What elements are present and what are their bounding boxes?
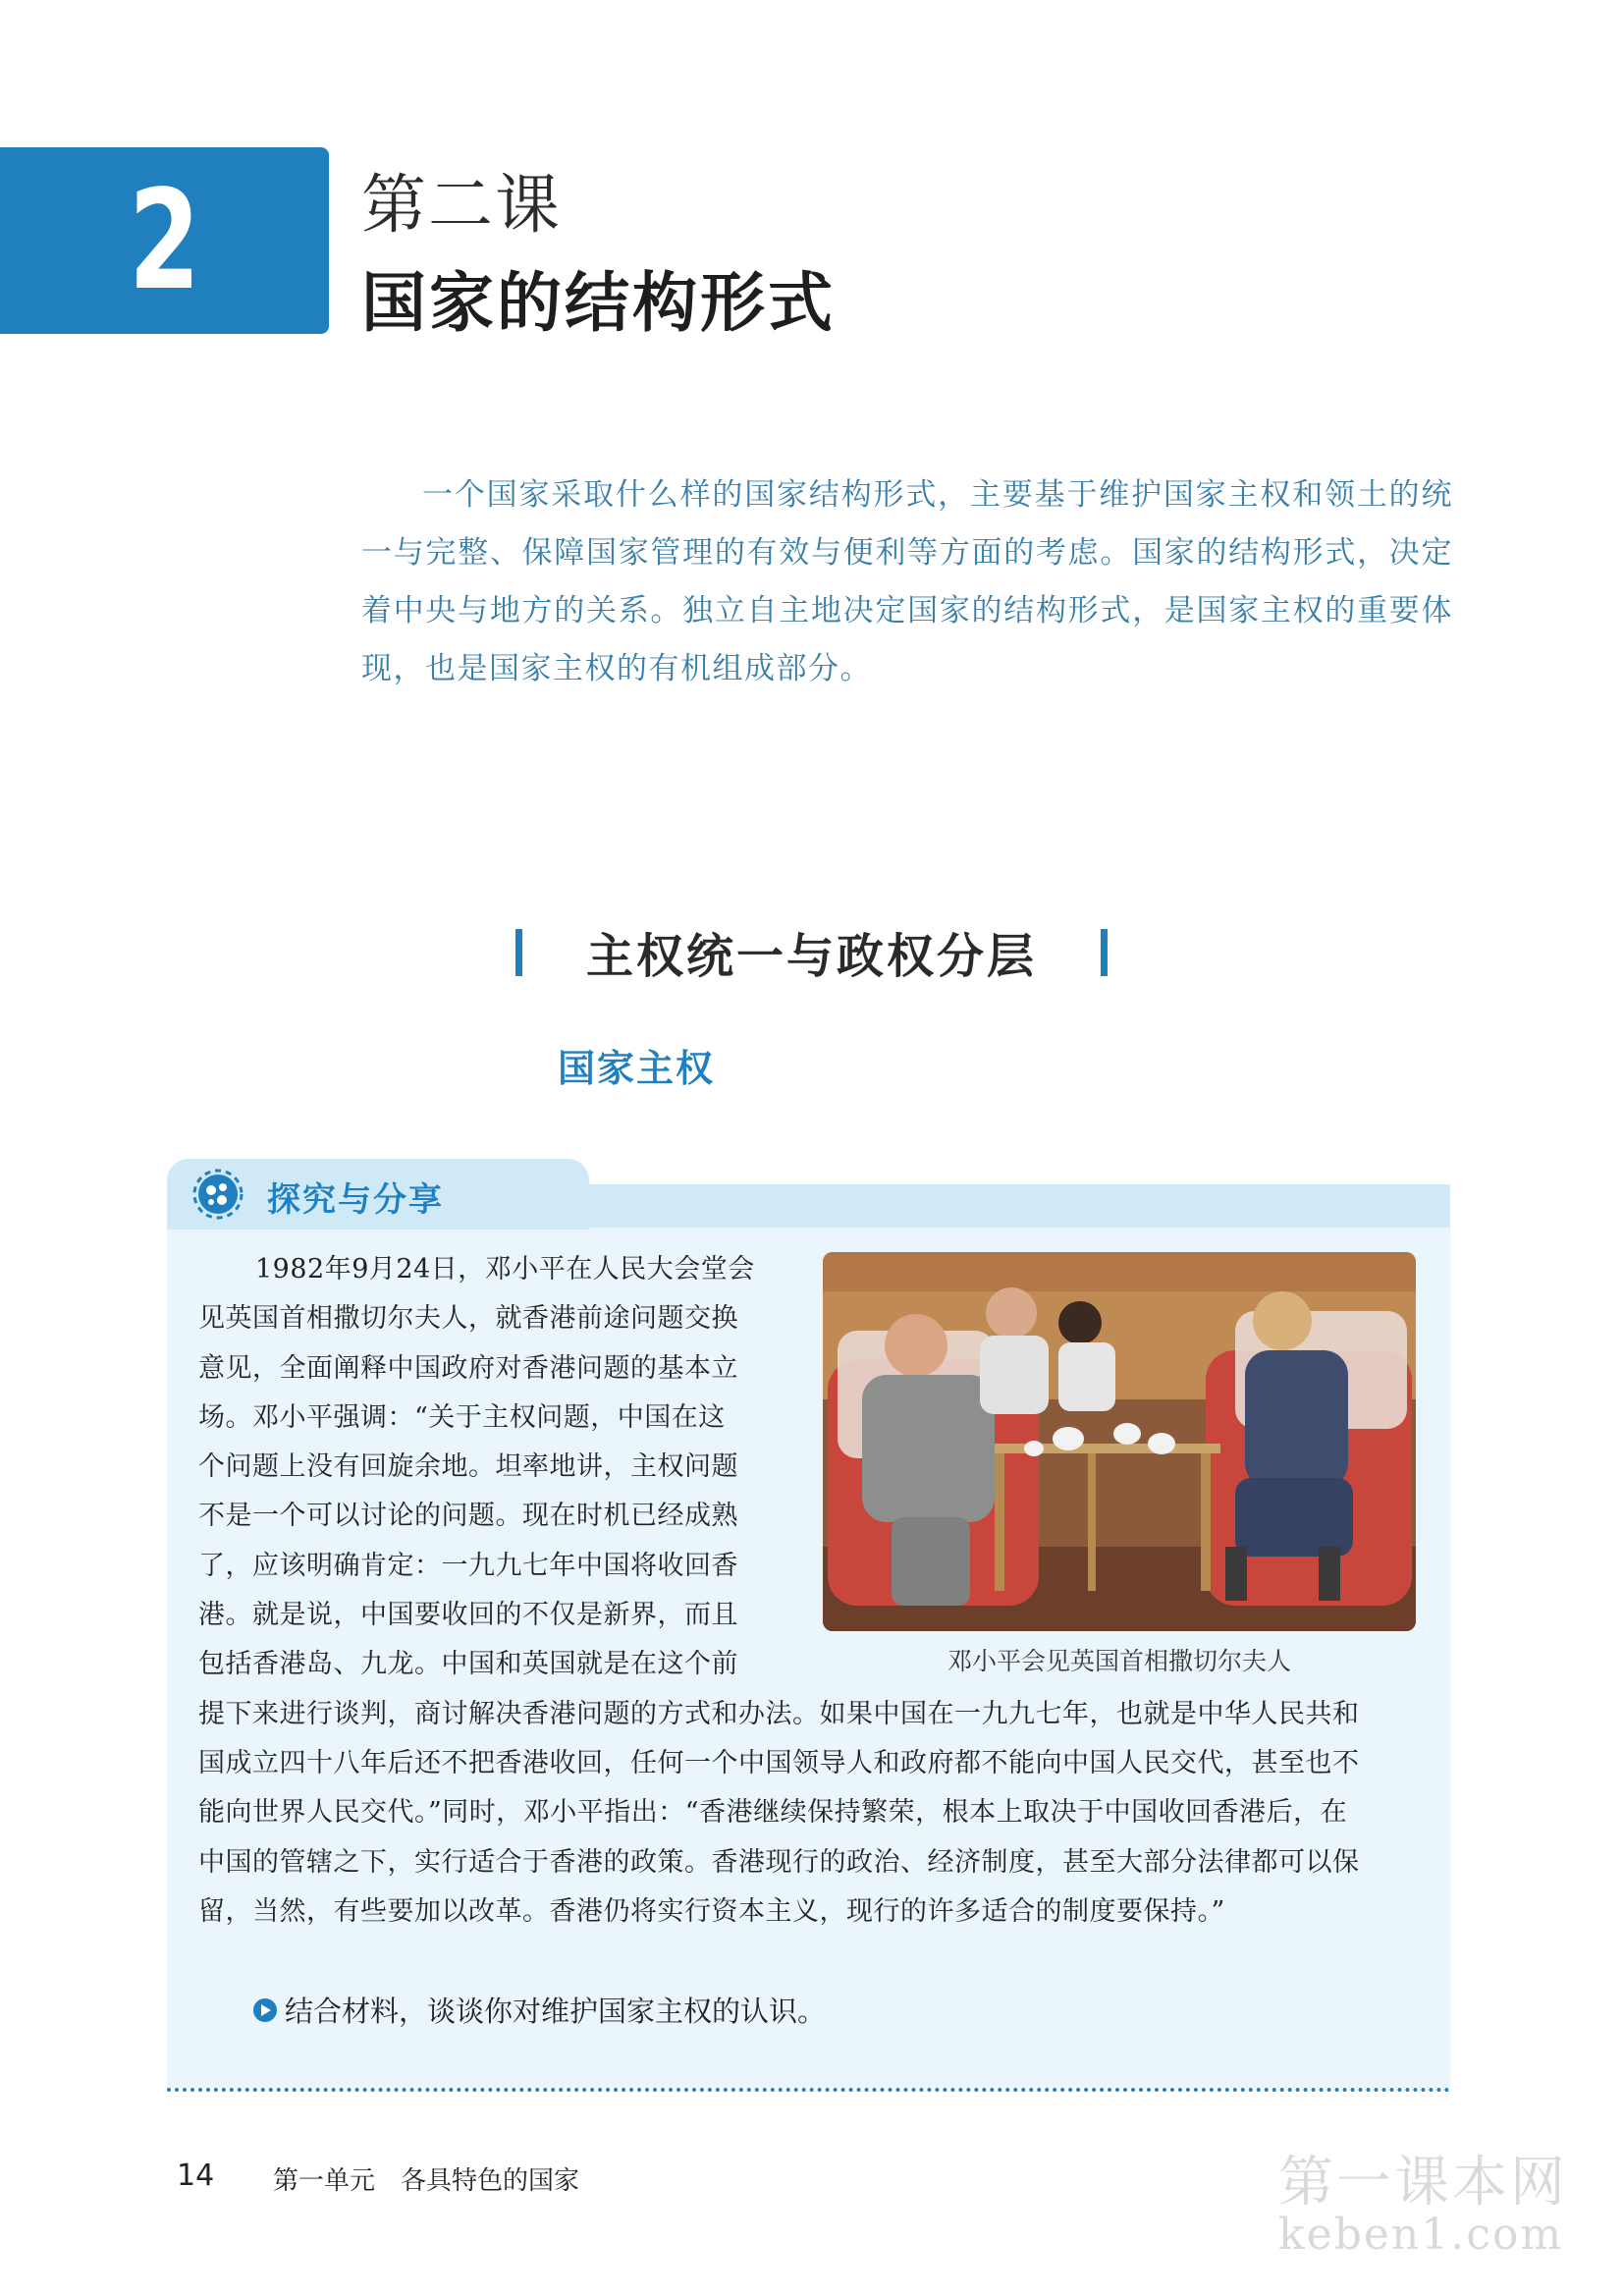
- section-heading-right-bar: [1101, 929, 1108, 976]
- page-number: 14: [177, 2159, 215, 2193]
- watermark-url: keben1.com: [1278, 2210, 1564, 2260]
- running-head: 第一单元 各具特色的国家: [273, 2166, 580, 2196]
- intro-text: 一个国家采取什么样的国家结构形式，主要基于维护国家主权和领土的统一与完整、保障国家管理的有效与便利等方面的考虑。国家的结构形式，决定着中央与地方的关系。独立自主地决定国家的结构形式，是国家主权的重要体现，也是国家主权的有机组成部分。: [361, 477, 1453, 686]
- section-heading-text: 主权统一与政权分层: [585, 929, 1037, 984]
- question-text: 结合材料，谈谈你对维护国家主权的认识。: [285, 1995, 827, 2028]
- lesson-label: 第二课: [361, 167, 562, 243]
- body-line: 不是一个可以讨论的问题。现在时机已经成熟: [198, 1501, 738, 1532]
- body-line: 1982年9月24日，邓小平在人民大会堂会: [255, 1254, 755, 1285]
- body-line: 中国的管辖之下，实行适合于香港的政策。香港现行的政治、经济制度，甚至大部分法律都可以保: [198, 1846, 1360, 1878]
- photo-caption: 邓小平会见英国首相撒切尔夫人: [947, 1647, 1291, 1675]
- section-heading-left-bar: [515, 929, 522, 976]
- body-line: 了，应该明确肯定：一九九七年中国将收回香: [198, 1550, 738, 1581]
- explore-globe-icon: [192, 1169, 243, 1220]
- intro-paragraph: [361, 466, 1453, 698]
- body-line: 个问题上没有回旋余地。坦率地讲，主权问题: [198, 1451, 738, 1483]
- meeting-photo: [823, 1252, 1416, 1631]
- body-line: 见英国首相撒切尔夫人，就香港前途问题交换: [198, 1303, 738, 1335]
- watermark-title: 第一课本网: [1278, 2151, 1568, 2214]
- body-line: 场。邓小平强调：“关于主权问题，中国在这: [198, 1401, 726, 1433]
- body-line: 留，当然，有些要加以改革。香港仍将实行资本主义，现行的许多适合的制度要保持。”: [198, 1895, 1225, 1927]
- panel-dotted-divider: [167, 2088, 1450, 2092]
- body-line: 国成立四十八年后还不把香港收回，任何一个中国领导人和政府都不能向中国人民交代，甚至也不: [198, 1747, 1360, 1778]
- lesson-number: 2: [128, 160, 201, 321]
- section-heading: [0, 918, 1623, 986]
- explore-share-title: 探究与分享: [267, 1180, 444, 1220]
- subsection-title: 国家主权: [558, 1046, 716, 1090]
- lesson-title: 国家的结构形式: [361, 265, 836, 341]
- discussion-question: [253, 1990, 826, 2030]
- body-line: 港。就是说，中国要收回的不仅是新界，而且: [198, 1600, 738, 1631]
- body-line: 提下来进行谈判，商讨解决香港问题的方式和办法。如果中国在一九九七年，也就是中华人民共和: [198, 1698, 1360, 1729]
- body-line: 能向世界人民交代。”同时，邓小平指出：“香港继续保持繁荣，根本上取决于中国收回香港后，在: [198, 1797, 1348, 1829]
- body-line: 意见，全面阐释中国政府对香港问题的基本立: [198, 1352, 738, 1384]
- arrow-right-icon: [253, 1998, 277, 2022]
- body-line: 包括香港岛、九龙。中国和英国就是在这个前: [198, 1649, 738, 1680]
